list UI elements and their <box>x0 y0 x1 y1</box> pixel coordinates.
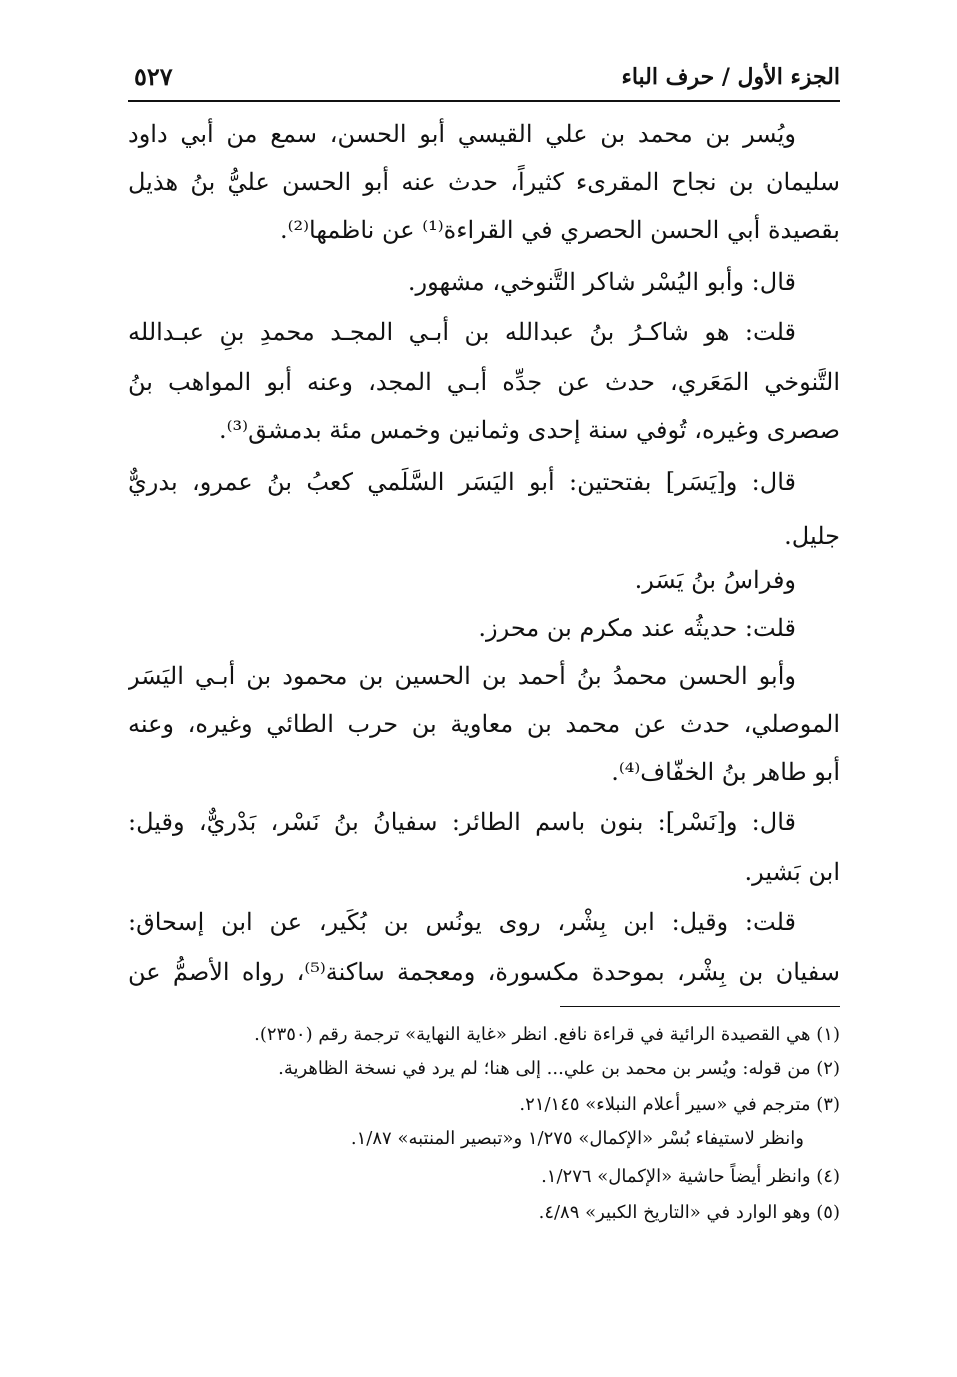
text-line: قال: و[يَسَر] بفتحتين: أبو اليَسَر السَّلَمي كعبُ بنُ عمرو، بدريٌّ <box>128 468 796 496</box>
text-line: وفراسُ بنُ يَسَر. <box>634 566 796 594</box>
text-line: أبو طاهر بنُ الخفّاف⁽⁴⁾. <box>611 758 840 786</box>
header-rule <box>128 100 840 102</box>
text-line: صصرى وغيره، تُوفي سنة إحدى وثمانين وخمس مئة بدمشق⁽³⁾. <box>219 416 840 444</box>
footnote-item: (٣) مترجم في «سير أعلام النبلاء» ٢١/١٤٥. <box>519 1094 840 1115</box>
footnote-item: وانظر لاستيفاء بُسْر «الإكمال» ١/٢٧٥ و«تبصير المنتبه» ١/٨٧. <box>350 1128 804 1149</box>
text-line: قلت: حديثُه عند مكرم بن محرز. <box>478 614 796 642</box>
text-line: جليل. <box>784 522 840 550</box>
running-title: الجزء الأول / حرف الباء <box>621 64 840 90</box>
text-line: ويُسر بن محمد بن علي القيسي أبو الحسن، سمع من أبي داود <box>128 120 796 148</box>
footnote-item: (٤) وانظر أيضاً حاشية «الإكمال» ١/٢٧٦. <box>541 1166 840 1187</box>
text-line: قال: وأبو اليُسْر شاكر التَّنوخي، مشهور. <box>407 268 796 296</box>
footnote-item: (٥) وهو الوارد في «التاريخ الكبير» ٤/٨٩. <box>538 1202 840 1223</box>
text-line: قال: و[نَسْر]: بنون باسم الطائر: سفيانُ بنُ نَسْر، بَدْريٌّ، وقيل: <box>128 808 796 836</box>
text-line: التَّنوخي المَعَري، حدث عن جدِّه أبـي المجد، وعنه أبو المواهب بنُ <box>128 368 840 396</box>
text-line: قلت: وقيل: ابن بِشْر، روى يونُس بن بُكَير، عن ابن إسحاق: <box>128 908 796 936</box>
footnote-item: (٢) من قوله: ويُسر بن محمد بن علي... إلى هنا؛ لم يرد في نسخة الظاهرية. <box>278 1058 840 1079</box>
text-line: وأبو الحسن محمدُ بنُ أحمد بن الحسين بن محمود بن أبـي اليَسَر <box>128 662 796 690</box>
page-number: ٥٢٧ <box>134 62 173 91</box>
text-line: سليمان بن نجاح المقرىء كثيراً، حدث عنه أبو الحسن عليُّ بنُ هذيل <box>128 168 840 196</box>
text-line: ابن بَشير. <box>744 858 840 886</box>
text-line: قلت: هو شاكـرُ بنُ عبدالله بن أبـي المجـد محمدِ بنِ عبـدالله <box>128 318 796 346</box>
text-line: الموصلي، حدث عن محمد بن معاوية بن حرب الطائي وغيره، وعنه <box>128 710 840 738</box>
footnote-separator <box>560 1006 840 1007</box>
text-line: سفيان بن بِشْر، بموحدة مكسورة، ومعجمة ساكنة⁽⁵⁾، رواه الأصمُّ عن <box>128 958 840 986</box>
footnote-item: (١) هي القصيدة الرائية في قراءة نافع. انظر «غاية النهاية» ترجمة رقم (٢٣٥٠). <box>254 1024 840 1045</box>
text-line: بقصيدة أبي الحسن الحصري في القراءة⁽¹⁾ عن ناظمها⁽²⁾. <box>279 216 840 244</box>
running-header <box>128 62 840 98</box>
